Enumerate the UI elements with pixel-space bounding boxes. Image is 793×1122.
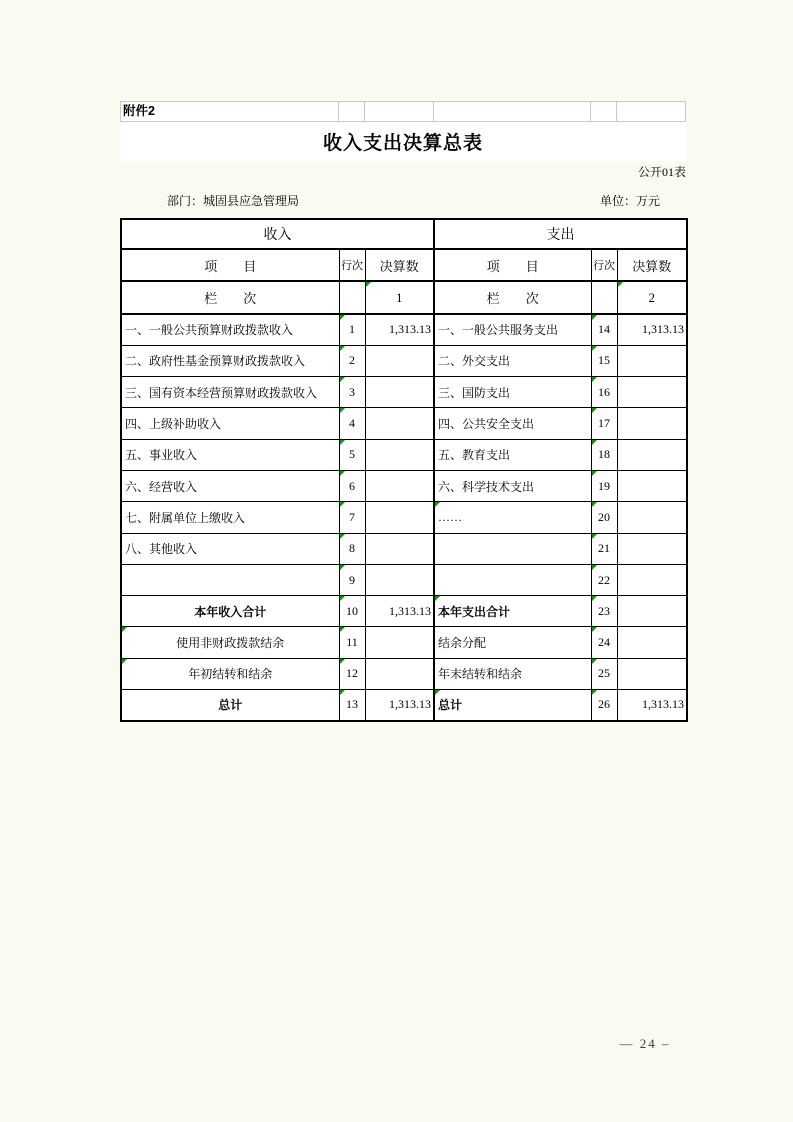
income-lineno-cell	[339, 345, 365, 376]
expense-amount-cell	[617, 439, 687, 470]
expense-lineno-cell	[591, 439, 617, 470]
expense-amount-cell	[617, 690, 687, 721]
income-item-cell	[121, 658, 339, 689]
income-amount-cell	[365, 470, 434, 501]
income-amount-cell	[365, 314, 434, 345]
income-amount-cell-text: 1,313.13	[389, 697, 431, 712]
income-item-cell	[121, 533, 339, 564]
error-indicator-triangle	[122, 627, 127, 632]
expense-item-cell	[434, 314, 591, 345]
expense-lineno-cell-text: 26	[598, 697, 610, 712]
expense-lineno-blank	[591, 281, 617, 314]
income-item-cell	[121, 470, 339, 501]
income-item-cell-text: 八、其他收入	[125, 542, 198, 557]
table-row	[121, 596, 687, 627]
error-indicator-triangle	[340, 377, 345, 382]
table-row	[121, 470, 687, 501]
income-lineno-cell	[339, 533, 365, 564]
income-item-cell	[121, 314, 339, 345]
income-lineno-cell-text: 8	[349, 541, 355, 556]
error-indicator-triangle	[592, 315, 597, 320]
column-index-row	[121, 281, 687, 314]
income-column-number	[365, 281, 434, 314]
expense-item-cell-text: ……	[438, 509, 462, 524]
income-lineno-cell-text: 5	[349, 447, 355, 462]
error-indicator-triangle	[592, 596, 597, 601]
income-lineno-cell-text: 4	[349, 416, 355, 431]
error-indicator-triangle	[340, 534, 345, 539]
income-item-cell-text: 七、附属单位上缴收入	[125, 510, 246, 525]
error-indicator-triangle	[592, 408, 597, 413]
table-row	[121, 314, 687, 345]
meta-row	[120, 192, 686, 209]
expense-item-cell-text: 一、一般公共服务支出	[438, 323, 559, 338]
income-lineno-cell	[339, 627, 365, 658]
income-lineno-cell-text: 6	[349, 478, 355, 493]
error-indicator-triangle	[340, 565, 345, 570]
error-indicator-triangle	[592, 377, 597, 382]
error-indicator-triangle	[340, 471, 345, 476]
expense-column-number	[617, 281, 687, 314]
income-item-cell	[121, 345, 339, 376]
expense-lineno-cell	[591, 658, 617, 689]
expense-item-cell	[434, 408, 591, 439]
table-row	[121, 627, 687, 658]
expense-lineno-cell	[591, 470, 617, 501]
income-lineno-cell-text: 2	[349, 353, 355, 368]
error-indicator-triangle	[592, 471, 597, 476]
expense-item-cell	[434, 596, 591, 627]
expense-amount-cell	[617, 345, 687, 376]
expense-lineno-header: 行次	[591, 249, 617, 281]
expense-amount-cell	[617, 377, 687, 408]
income-item-cell	[121, 627, 339, 658]
expense-lineno-cell-text: 24	[598, 635, 610, 650]
error-indicator-triangle	[592, 659, 597, 664]
title-band	[120, 122, 686, 161]
error-indicator-triangle	[435, 596, 440, 601]
income-lineno-cell	[339, 377, 365, 408]
expense-item-cell-text: 总计	[438, 698, 463, 713]
expense-item-cell-text: 本年支出合计	[438, 604, 511, 619]
expense-item-cell	[434, 627, 591, 658]
error-indicator-triangle	[618, 282, 623, 287]
income-lineno-cell	[339, 314, 365, 345]
income-lineno-cell-text: 7	[349, 509, 355, 524]
income-lineno-cell-text: 3	[349, 384, 355, 399]
error-indicator-triangle	[340, 502, 345, 507]
income-lineno-cell	[339, 564, 365, 595]
expense-item-cell	[434, 502, 591, 533]
section-header-row	[121, 219, 687, 249]
income-item-cell-text: 本年收入合计	[194, 604, 267, 619]
expense-lineno-cell-text: 19	[598, 478, 610, 493]
page-number: — 24 –	[619, 1036, 671, 1051]
income-item-cell	[121, 564, 339, 595]
income-item-cell-text: 二、政府性基金预算财政拨款收入	[125, 354, 306, 369]
expense-lineno-cell-text: 23	[598, 603, 610, 618]
income-lineno-cell	[339, 596, 365, 627]
expense-lineno-cell	[591, 345, 617, 376]
table-row	[121, 533, 687, 564]
income-lineno-cell	[339, 690, 365, 721]
error-indicator-triangle	[435, 502, 440, 507]
error-indicator-triangle	[122, 659, 127, 664]
expense-amount-cell	[617, 564, 687, 595]
income-lineno-header: 行次	[339, 249, 365, 281]
income-amount-cell	[365, 408, 434, 439]
expense-lineno-cell-text: 16	[598, 384, 610, 399]
expense-item-cell	[434, 533, 591, 564]
error-indicator-triangle	[340, 408, 345, 413]
expense-lineno-cell	[591, 502, 617, 533]
expense-amount-cell	[617, 627, 687, 658]
error-indicator-triangle	[592, 690, 597, 695]
expense-item-cell-text: 三、国防支出	[438, 385, 511, 400]
budget-summary-table	[120, 218, 688, 722]
column-header-row	[121, 249, 687, 281]
spreadsheet-grid-strip	[120, 101, 686, 122]
expense-section-header: 支出	[434, 219, 687, 249]
table-code-label: 公开01表	[637, 165, 686, 179]
expense-lineno-cell	[591, 533, 617, 564]
income-amount-cell	[365, 502, 434, 533]
income-amount-cell-text: 1,313.13	[389, 322, 431, 337]
income-column-number-text: 1	[396, 289, 403, 305]
expense-lineno-cell-text: 20	[598, 509, 610, 524]
income-item-cell-text: 总计	[218, 698, 243, 713]
expense-item-cell-text: 四、公共安全支出	[438, 417, 535, 432]
expense-amount-cell	[617, 408, 687, 439]
error-indicator-triangle	[340, 596, 345, 601]
expense-item-cell-text: 五、教育支出	[438, 448, 511, 463]
income-item-cell	[121, 596, 339, 627]
error-indicator-triangle	[592, 565, 597, 570]
income-lineno-cell-text: 12	[346, 666, 358, 681]
unit-label: 单位：万元	[599, 194, 660, 208]
error-indicator-triangle	[592, 534, 597, 539]
expense-amount-cell	[617, 658, 687, 689]
income-amount-cell	[365, 345, 434, 376]
expense-lineno-cell	[591, 627, 617, 658]
expense-item-cell	[434, 377, 591, 408]
income-amount-cell	[365, 533, 434, 564]
income-item-cell	[121, 439, 339, 470]
expense-amount-header: 决算数	[617, 249, 687, 281]
error-indicator-triangle	[435, 690, 440, 695]
grid-cell	[616, 101, 686, 122]
page-title: 收入支出决算总表	[322, 133, 483, 154]
error-indicator-triangle	[592, 346, 597, 351]
table-row	[121, 658, 687, 689]
income-amount-cell	[365, 596, 434, 627]
expense-item-cell-text: 年末结转和结余	[438, 667, 523, 682]
expense-column-number-text: 2	[648, 289, 655, 305]
income-amount-cell	[365, 564, 434, 595]
attachment-cell	[120, 101, 338, 122]
expense-lineno-cell-text: 22	[598, 572, 610, 587]
grid-cell	[590, 101, 616, 122]
income-item-cell	[121, 502, 339, 533]
expense-lineno-cell-text: 14	[598, 322, 610, 337]
expense-lineno-cell	[591, 596, 617, 627]
income-amount-cell	[365, 627, 434, 658]
income-column-row-label: 栏 次	[121, 281, 339, 314]
expense-item-cell	[434, 658, 591, 689]
grid-cell	[338, 101, 364, 122]
grid-cell	[364, 101, 433, 122]
expense-lineno-cell-text: 18	[598, 447, 610, 462]
expense-lineno-cell	[591, 408, 617, 439]
expense-lineno-cell-text: 15	[598, 353, 610, 368]
table-row	[121, 690, 687, 721]
expense-lineno-cell	[591, 690, 617, 721]
attachment-label: 附件2	[123, 104, 155, 118]
table-head	[121, 219, 687, 314]
income-amount-cell	[365, 377, 434, 408]
expense-amount-cell-text: 1,313.13	[642, 322, 684, 337]
income-lineno-cell-text: 10	[346, 603, 358, 618]
income-item-cell-text: 三、国有资本经营预算财政拨款收入	[125, 385, 318, 400]
expense-item-cell	[434, 470, 591, 501]
income-lineno-cell	[339, 502, 365, 533]
income-item-cell-text: 四、上级补助收入	[125, 417, 222, 432]
expense-item-cell	[434, 439, 591, 470]
expense-lineno-cell-text: 25	[598, 666, 610, 681]
expense-amount-cell	[617, 502, 687, 533]
error-indicator-triangle	[592, 502, 597, 507]
expense-item-header: 项 目	[434, 249, 591, 281]
expense-lineno-cell-text: 21	[598, 541, 610, 556]
table-row	[121, 564, 687, 595]
income-section-header: 收入	[121, 219, 434, 249]
error-indicator-triangle	[592, 627, 597, 632]
error-indicator-triangle	[340, 627, 345, 632]
income-item-cell	[121, 377, 339, 408]
expense-lineno-cell	[591, 314, 617, 345]
table-row	[121, 408, 687, 439]
table-row	[121, 439, 687, 470]
expense-item-cell	[434, 345, 591, 376]
income-amount-cell-text: 1,313.13	[389, 603, 431, 618]
income-item-cell	[121, 408, 339, 439]
income-item-cell	[121, 690, 339, 721]
error-indicator-triangle	[340, 315, 345, 320]
income-amount-cell	[365, 658, 434, 689]
expense-column-row-label: 栏 次	[434, 281, 591, 314]
income-item-cell-text: 五、事业收入	[125, 448, 198, 463]
expense-item-cell-text: 六、科学技术支出	[438, 479, 535, 494]
error-indicator-triangle	[340, 346, 345, 351]
expense-amount-cell	[617, 314, 687, 345]
expense-lineno-cell	[591, 377, 617, 408]
expense-lineno-cell-text: 17	[598, 416, 610, 431]
table-row	[121, 377, 687, 408]
expense-item-cell	[434, 564, 591, 595]
expense-item-cell-text: 结余分配	[438, 636, 487, 651]
income-amount-cell	[365, 439, 434, 470]
income-lineno-cell	[339, 439, 365, 470]
income-lineno-cell-text: 1	[349, 322, 355, 337]
expense-amount-cell	[617, 533, 687, 564]
expense-item-cell-text: 二、外交支出	[438, 354, 511, 369]
table-row	[121, 345, 687, 376]
income-lineno-cell	[339, 658, 365, 689]
expense-amount-cell-text: 1,313.13	[642, 697, 684, 712]
grid-cell	[433, 101, 590, 122]
income-lineno-blank	[339, 281, 365, 314]
table-body	[121, 314, 687, 721]
expense-amount-cell	[617, 596, 687, 627]
expense-lineno-cell	[591, 564, 617, 595]
income-lineno-cell	[339, 470, 365, 501]
expense-item-cell	[434, 690, 591, 721]
income-item-cell-text: 年初结转和结余	[188, 667, 273, 682]
income-amount-cell	[365, 690, 434, 721]
income-lineno-cell-text: 13	[346, 697, 358, 712]
income-item-cell-text: 一、一般公共预算财政拨款收入	[125, 323, 294, 338]
table-row	[121, 502, 687, 533]
error-indicator-triangle	[592, 440, 597, 445]
income-lineno-cell-text: 11	[346, 635, 358, 650]
income-item-cell-text: 使用非财政拨款结余	[176, 636, 285, 651]
error-indicator-triangle	[340, 440, 345, 445]
error-indicator-triangle	[366, 282, 371, 287]
error-indicator-triangle	[340, 659, 345, 664]
expense-amount-cell	[617, 470, 687, 501]
department-label: 部门：城固县应急管理局	[167, 194, 300, 208]
income-item-header: 项 目	[121, 249, 339, 281]
error-indicator-triangle	[340, 690, 345, 695]
income-lineno-cell	[339, 408, 365, 439]
income-item-cell-text: 六、经营收入	[125, 479, 198, 494]
income-lineno-cell-text: 9	[349, 572, 355, 587]
income-amount-header: 决算数	[365, 249, 434, 281]
